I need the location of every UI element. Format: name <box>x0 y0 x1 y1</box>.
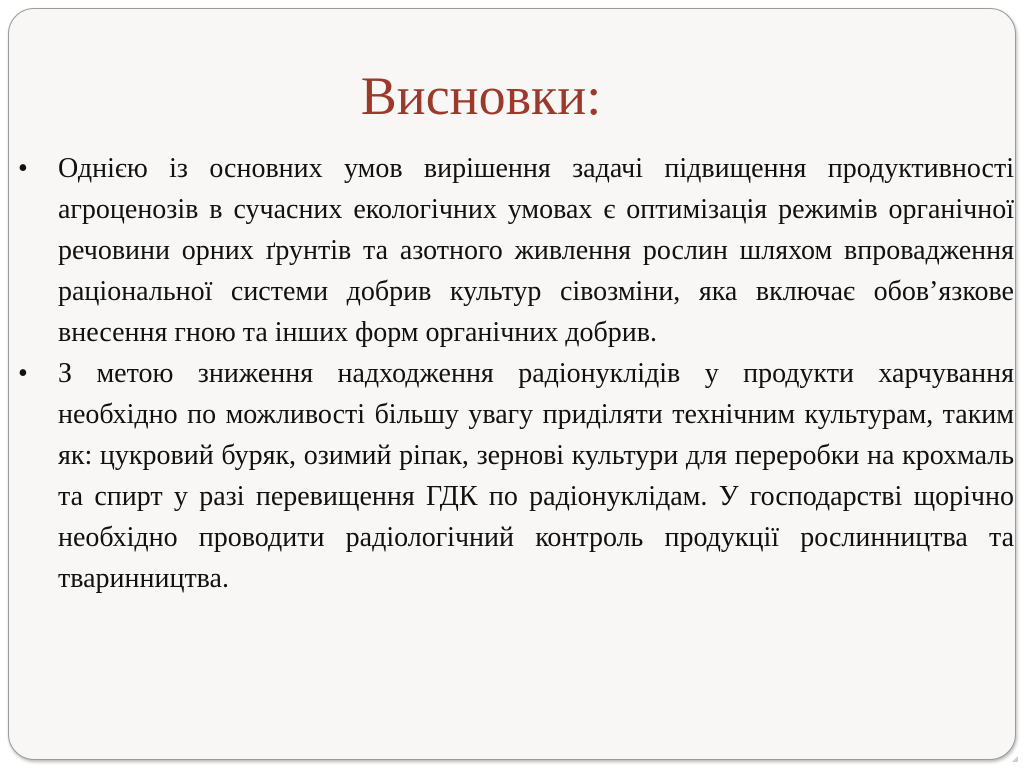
bullet-text: Однією із основних умов вирішення задачі підвищення продуктивності агроценозів в сучасних екологічних умовах є оптимізація режимів органічної речовини орних ґрунтів та азотного живлення рослин шляхом впровадження раціональної системи добрив культур сівозміни, яка включає обов’язкове внесення гною та інших форм органічних добрив. <box>58 153 1014 348</box>
bullet-icon: • <box>18 358 28 389</box>
bullet-list <box>18 148 1014 599</box>
bullet-item <box>18 353 1014 599</box>
bullet-text: З метою зниження надходження радіонуклідів у продукти харчування необхідно по можливості більшу увагу приділяти технічним культурам, таким як: цукровий буряк, озимий ріпак, зернові культури для переробки на крохмаль та спирт у разі перевищення ГДК по радіонуклідам. У господарстві щорічно необхідно проводити радіологічний контроль продукції рослинництва та тваринництва. <box>58 358 1014 594</box>
corner-arrow-icon <box>1012 756 1018 762</box>
slide-title: Висновки: <box>360 66 602 126</box>
bullet-icon: • <box>18 153 28 184</box>
bullet-item <box>18 148 1014 353</box>
